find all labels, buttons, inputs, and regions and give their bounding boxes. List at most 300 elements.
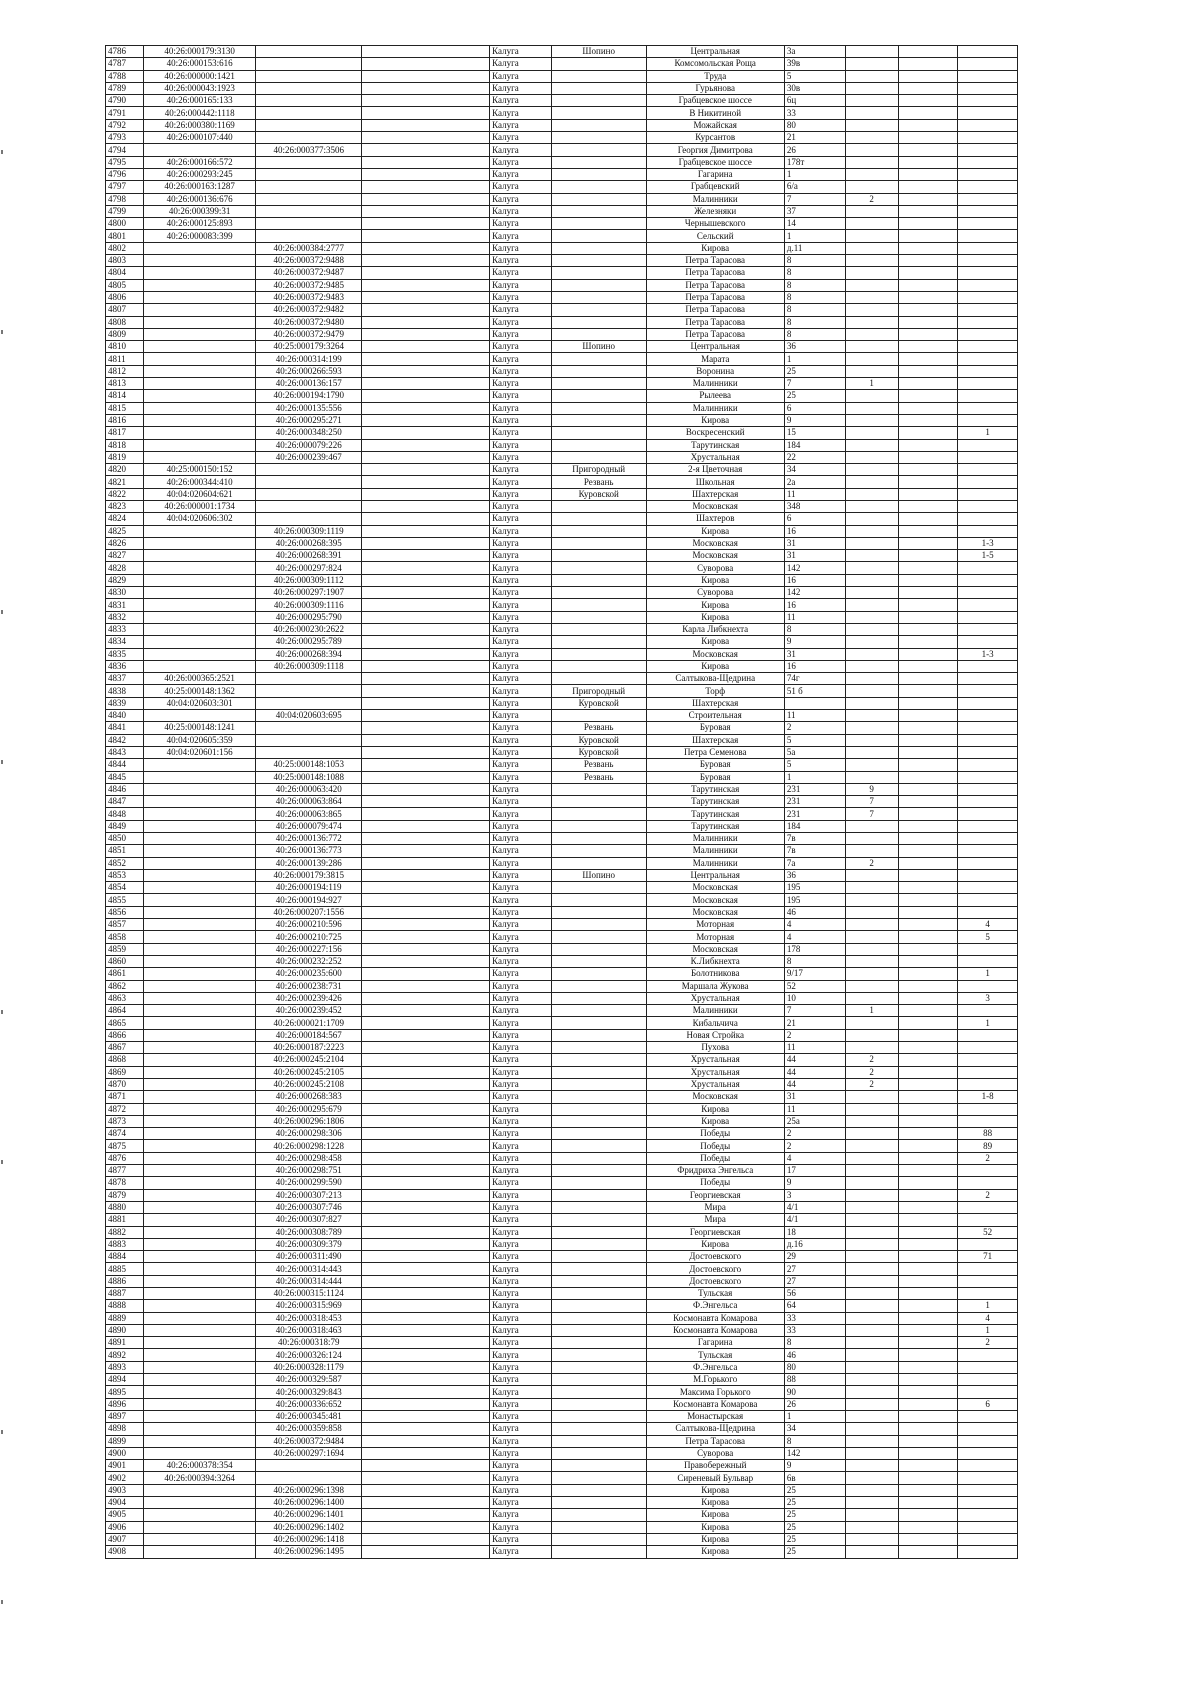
house-cell: 7 xyxy=(784,1005,845,1017)
cadastral-number-alt-cell: 40:26:000184:567 xyxy=(256,1029,362,1041)
cadastral-number-alt-cell: 40:04:020603:695 xyxy=(256,710,362,722)
house-cell: 25 xyxy=(784,1509,845,1521)
table-row xyxy=(106,1263,1018,1275)
city-cell: Калуга xyxy=(490,746,552,758)
cadastral-number-alt-cell xyxy=(256,685,362,697)
street-cell: Достоевского xyxy=(646,1251,784,1263)
cadastral-number-alt-cell: 40:26:000210:725 xyxy=(256,931,362,943)
apartment-cell xyxy=(958,623,1018,635)
street-cell: Победы xyxy=(646,1140,784,1152)
house-cell: 74г xyxy=(784,673,845,685)
street-cell: Тарутинская xyxy=(646,783,784,795)
cadastral-number-alt-cell xyxy=(256,193,362,205)
apartment-cell xyxy=(958,1287,1018,1299)
apartment-cell xyxy=(958,1423,1018,1435)
apartment-cell xyxy=(958,70,1018,82)
street-cell: Московская xyxy=(646,1091,784,1103)
street-cell: Карла Либкнехта xyxy=(646,623,784,635)
row-number: 4850 xyxy=(106,833,144,845)
empty-cell xyxy=(362,476,490,488)
cadastral-number-cell xyxy=(144,599,256,611)
empty-cell xyxy=(898,1165,958,1177)
city-cell: Калуга xyxy=(490,1497,552,1509)
empty-cell xyxy=(898,1287,958,1299)
house-cell: 5 xyxy=(784,70,845,82)
cadastral-number-cell xyxy=(144,1238,256,1250)
apartment-cell: 4 xyxy=(958,919,1018,931)
cadastral-number-alt-cell xyxy=(256,464,362,476)
locality-cell xyxy=(551,1189,646,1201)
house-cell: 80 xyxy=(784,119,845,131)
apartment-cell xyxy=(958,255,1018,267)
empty-cell xyxy=(898,230,958,242)
cadastral-number-alt-cell: 40:26:000309:1116 xyxy=(256,599,362,611)
cadastral-number-cell xyxy=(144,414,256,426)
cadastral-number-alt-cell: 40:26:000296:1418 xyxy=(256,1533,362,1545)
apartment-cell xyxy=(958,1410,1018,1422)
empty-cell xyxy=(898,845,958,857)
cadastral-number-cell xyxy=(144,1263,256,1275)
locality-cell xyxy=(551,992,646,1004)
empty-cell xyxy=(898,919,958,931)
locality-cell xyxy=(551,1091,646,1103)
house-cell: 9 xyxy=(784,414,845,426)
empty-cell xyxy=(362,1152,490,1164)
row-number: 4815 xyxy=(106,402,144,414)
empty-cell xyxy=(898,1189,958,1201)
table-row xyxy=(106,328,1018,340)
building-cell xyxy=(845,1447,898,1459)
street-cell: Петра Семенова xyxy=(646,746,784,758)
house-cell: 1 xyxy=(784,353,845,365)
cadastral-number-cell xyxy=(144,328,256,340)
table-row xyxy=(106,1091,1018,1103)
locality-cell: Куровской xyxy=(551,488,646,500)
cadastral-number-cell xyxy=(144,402,256,414)
apartment-cell xyxy=(958,414,1018,426)
empty-cell xyxy=(898,1509,958,1521)
table-row xyxy=(106,1324,1018,1336)
building-cell xyxy=(845,1189,898,1201)
cadastral-number-alt-cell xyxy=(256,82,362,94)
street-cell: Тульская xyxy=(646,1287,784,1299)
apartment-cell: 5 xyxy=(958,931,1018,943)
house-cell: 16 xyxy=(784,660,845,672)
cadastral-number-cell xyxy=(144,1423,256,1435)
empty-cell xyxy=(362,697,490,709)
locality-cell xyxy=(551,636,646,648)
city-cell: Калуга xyxy=(490,759,552,771)
empty-cell xyxy=(362,168,490,180)
apartment-cell xyxy=(958,1115,1018,1127)
street-cell: Малинники xyxy=(646,193,784,205)
apartment-cell xyxy=(958,980,1018,992)
building-cell xyxy=(845,845,898,857)
locality-cell xyxy=(551,796,646,808)
cadastral-number-alt-cell: 40:26:000139:286 xyxy=(256,857,362,869)
locality-cell: Шопино xyxy=(551,869,646,881)
house-cell: 8 xyxy=(784,1337,845,1349)
cadastral-number-cell xyxy=(144,1005,256,1017)
row-number: 4870 xyxy=(106,1078,144,1090)
empty-cell xyxy=(362,82,490,94)
table-row xyxy=(106,550,1018,562)
house-cell: 27 xyxy=(784,1275,845,1287)
empty-cell xyxy=(898,1337,958,1349)
locality-cell xyxy=(551,980,646,992)
apartment-cell: 1 xyxy=(958,1017,1018,1029)
cadastral-number-alt-cell: 40:26:000135:556 xyxy=(256,402,362,414)
house-cell: 44 xyxy=(784,1078,845,1090)
locality-cell xyxy=(551,1017,646,1029)
empty-cell xyxy=(898,783,958,795)
street-cell: Малинники xyxy=(646,857,784,869)
cadastral-number-cell xyxy=(144,1521,256,1533)
house-cell: 25а xyxy=(784,1115,845,1127)
row-number: 4889 xyxy=(106,1312,144,1324)
table-row xyxy=(106,1300,1018,1312)
cadastral-number-alt-cell: 40:26:000315:1124 xyxy=(256,1287,362,1299)
building-cell xyxy=(845,955,898,967)
row-number: 4811 xyxy=(106,353,144,365)
cadastral-number-alt-cell: 40:26:000311:490 xyxy=(256,1251,362,1263)
cadastral-number-cell xyxy=(144,906,256,918)
cadastral-number-alt-cell xyxy=(256,119,362,131)
apartment-cell xyxy=(958,1214,1018,1226)
house-cell: 34 xyxy=(784,1423,845,1435)
building-cell xyxy=(845,279,898,291)
apartment-cell xyxy=(958,882,1018,894)
empty-cell xyxy=(362,1386,490,1398)
apartment-cell: 1-5 xyxy=(958,550,1018,562)
row-number: 4830 xyxy=(106,587,144,599)
city-cell: Калуга xyxy=(490,132,552,144)
locality-cell: Шопино xyxy=(551,341,646,353)
locality-cell xyxy=(551,931,646,943)
apartment-cell xyxy=(958,562,1018,574)
table-row xyxy=(106,1029,1018,1041)
apartment-cell xyxy=(958,132,1018,144)
row-number: 4841 xyxy=(106,722,144,734)
locality-cell: Резвань xyxy=(551,759,646,771)
row-number: 4864 xyxy=(106,1005,144,1017)
empty-cell xyxy=(362,464,490,476)
empty-cell xyxy=(362,1423,490,1435)
empty-cell xyxy=(362,1029,490,1041)
table-row xyxy=(106,181,1018,193)
empty-cell xyxy=(898,439,958,451)
row-number: 4908 xyxy=(106,1546,144,1558)
house-cell: 16 xyxy=(784,525,845,537)
locality-cell xyxy=(551,1165,646,1177)
cadastral-number-alt-cell: 40:26:000298:458 xyxy=(256,1152,362,1164)
street-cell: Кирова xyxy=(646,1546,784,1558)
house-cell: 14 xyxy=(784,218,845,230)
building-cell xyxy=(845,1533,898,1545)
apartment-cell xyxy=(958,378,1018,390)
city-cell: Калуга xyxy=(490,943,552,955)
empty-cell xyxy=(898,1324,958,1336)
street-cell: Шахтеров xyxy=(646,513,784,525)
table-row xyxy=(106,1337,1018,1349)
locality-cell xyxy=(551,525,646,537)
street-cell: Георгиевская xyxy=(646,1189,784,1201)
table-row xyxy=(106,537,1018,549)
house-cell: 22 xyxy=(784,451,845,463)
table-row xyxy=(106,562,1018,574)
cadastral-number-cell xyxy=(144,1165,256,1177)
building-cell xyxy=(845,636,898,648)
building-cell xyxy=(845,759,898,771)
row-number: 4884 xyxy=(106,1251,144,1263)
empty-cell xyxy=(362,734,490,746)
apartment-cell xyxy=(958,734,1018,746)
empty-cell xyxy=(362,1165,490,1177)
locality-cell xyxy=(551,1214,646,1226)
city-cell: Калуга xyxy=(490,1300,552,1312)
empty-cell xyxy=(362,439,490,451)
empty-cell xyxy=(898,746,958,758)
house-cell: 195 xyxy=(784,882,845,894)
locality-cell xyxy=(551,304,646,316)
table-row xyxy=(106,1410,1018,1422)
street-cell: Малинники xyxy=(646,1005,784,1017)
cadastral-number-cell xyxy=(144,919,256,931)
street-cell: Победы xyxy=(646,1152,784,1164)
row-number: 4832 xyxy=(106,611,144,623)
city-cell: Калуга xyxy=(490,230,552,242)
empty-cell xyxy=(898,796,958,808)
cadastral-number-cell xyxy=(144,808,256,820)
empty-cell xyxy=(898,1115,958,1127)
empty-cell xyxy=(898,636,958,648)
building-cell xyxy=(845,1251,898,1263)
city-cell: Калуга xyxy=(490,193,552,205)
city-cell: Калуга xyxy=(490,1398,552,1410)
house-cell: 2 xyxy=(784,1029,845,1041)
table-row xyxy=(106,636,1018,648)
building-cell xyxy=(845,1201,898,1213)
empty-cell xyxy=(362,1140,490,1152)
building-cell xyxy=(845,1423,898,1435)
locality-cell xyxy=(551,1435,646,1447)
table-row xyxy=(106,1447,1018,1459)
locality-cell xyxy=(551,1386,646,1398)
empty-cell xyxy=(898,1042,958,1054)
house-cell: 44 xyxy=(784,1066,845,1078)
house-cell: 11 xyxy=(784,1103,845,1115)
empty-cell xyxy=(898,193,958,205)
empty-cell xyxy=(362,660,490,672)
city-cell: Калуга xyxy=(490,242,552,254)
house-cell: 2 xyxy=(784,1128,845,1140)
locality-cell xyxy=(551,1226,646,1238)
house-cell: 52 xyxy=(784,980,845,992)
street-cell: Космонавта Комарова xyxy=(646,1312,784,1324)
empty-cell xyxy=(898,95,958,107)
apartment-cell xyxy=(958,230,1018,242)
empty-cell xyxy=(898,156,958,168)
city-cell: Калуга xyxy=(490,1054,552,1066)
cadastral-number-cell xyxy=(144,1509,256,1521)
cadastral-number-cell xyxy=(144,304,256,316)
table-row xyxy=(106,919,1018,931)
apartment-cell xyxy=(958,1361,1018,1373)
row-number: 4803 xyxy=(106,255,144,267)
cadastral-number-alt-cell: 40:26:000295:271 xyxy=(256,414,362,426)
locality-cell: Куровской xyxy=(551,746,646,758)
apartment-cell xyxy=(958,1447,1018,1459)
empty-cell xyxy=(898,771,958,783)
cadastral-number-cell: 40:26:000163:1287 xyxy=(144,181,256,193)
locality-cell xyxy=(551,1361,646,1373)
table-row xyxy=(106,992,1018,1004)
cadastral-number-alt-cell: 40:26:000314:444 xyxy=(256,1275,362,1287)
cadastral-number-cell xyxy=(144,1115,256,1127)
table-row xyxy=(106,1140,1018,1152)
empty-cell xyxy=(898,1361,958,1373)
street-cell: Кирова xyxy=(646,1103,784,1115)
house-cell: 33 xyxy=(784,107,845,119)
cadastral-number-alt-cell: 40:26:000298:1228 xyxy=(256,1140,362,1152)
house-cell: 184 xyxy=(784,439,845,451)
cadastral-number-alt-cell xyxy=(256,205,362,217)
building-cell xyxy=(845,1460,898,1472)
city-cell: Калуга xyxy=(490,623,552,635)
building-cell xyxy=(845,1275,898,1287)
empty-cell xyxy=(898,710,958,722)
row-number: 4903 xyxy=(106,1484,144,1496)
house-cell: 348 xyxy=(784,500,845,512)
building-cell xyxy=(845,230,898,242)
locality-cell xyxy=(551,390,646,402)
table-row xyxy=(106,525,1018,537)
city-cell: Калуга xyxy=(490,107,552,119)
apartment-cell: 2 xyxy=(958,1189,1018,1201)
empty-cell xyxy=(362,316,490,328)
street-cell: Можайская xyxy=(646,119,784,131)
table-row xyxy=(106,476,1018,488)
building-cell xyxy=(845,1287,898,1299)
locality-cell xyxy=(551,919,646,931)
cadastral-number-cell: 40:26:000378:354 xyxy=(144,1460,256,1472)
street-cell: Московская xyxy=(646,648,784,660)
row-number: 4840 xyxy=(106,710,144,722)
locality-cell xyxy=(551,414,646,426)
house-cell: 3а xyxy=(784,46,845,58)
building-cell xyxy=(845,562,898,574)
empty-cell xyxy=(898,1460,958,1472)
table-row xyxy=(106,808,1018,820)
apartment-cell xyxy=(958,722,1018,734)
building-cell xyxy=(845,402,898,414)
row-number: 4826 xyxy=(106,537,144,549)
city-cell: Калуга xyxy=(490,1472,552,1484)
row-number: 4831 xyxy=(106,599,144,611)
cadastral-number-alt-cell xyxy=(256,734,362,746)
house-cell: 21 xyxy=(784,132,845,144)
street-cell: Петра Тарасова xyxy=(646,1435,784,1447)
cadastral-number-cell xyxy=(144,992,256,1004)
house-cell: 33 xyxy=(784,1312,845,1324)
locality-cell xyxy=(551,316,646,328)
apartment-cell xyxy=(958,46,1018,58)
table-row xyxy=(106,1472,1018,1484)
empty-cell xyxy=(362,562,490,574)
house-cell: 1 xyxy=(784,771,845,783)
building-cell xyxy=(845,980,898,992)
street-cell: Тульская xyxy=(646,1349,784,1361)
building-cell xyxy=(845,500,898,512)
city-cell: Калуга xyxy=(490,365,552,377)
empty-cell xyxy=(362,205,490,217)
table-row xyxy=(106,279,1018,291)
empty-cell xyxy=(362,943,490,955)
table-row xyxy=(106,599,1018,611)
table-row xyxy=(106,402,1018,414)
cadastral-number-cell xyxy=(144,1374,256,1386)
cadastral-number-alt-cell: 40:26:000315:969 xyxy=(256,1300,362,1312)
table-row xyxy=(106,427,1018,439)
building-cell: 2 xyxy=(845,1054,898,1066)
city-cell: Калуга xyxy=(490,1226,552,1238)
empty-cell xyxy=(362,648,490,660)
city-cell: Калуга xyxy=(490,1103,552,1115)
locality-cell xyxy=(551,1054,646,1066)
street-cell: Суворова xyxy=(646,1447,784,1459)
city-cell: Калуга xyxy=(490,587,552,599)
apartment-cell xyxy=(958,1349,1018,1361)
apartment-cell xyxy=(958,304,1018,316)
cadastral-number-alt-cell: 40:26:000268:394 xyxy=(256,648,362,660)
row-number: 4857 xyxy=(106,919,144,931)
table-row xyxy=(106,132,1018,144)
house-cell: 8 xyxy=(784,291,845,303)
city-cell: Калуга xyxy=(490,1275,552,1287)
cadastral-number-alt-cell: 40:26:000309:1112 xyxy=(256,574,362,586)
cadastral-number-alt-cell: 40:26:000314:199 xyxy=(256,353,362,365)
empty-cell xyxy=(362,574,490,586)
city-cell: Калуга xyxy=(490,255,552,267)
city-cell: Калуга xyxy=(490,980,552,992)
apartment-cell xyxy=(958,365,1018,377)
row-number: 4859 xyxy=(106,943,144,955)
locality-cell xyxy=(551,1201,646,1213)
empty-cell xyxy=(898,476,958,488)
table-row xyxy=(106,82,1018,94)
locality-cell xyxy=(551,193,646,205)
cadastral-number-alt-cell: 40:26:000372:9484 xyxy=(256,1435,362,1447)
table-row xyxy=(106,1386,1018,1398)
table-row xyxy=(106,906,1018,918)
apartment-cell xyxy=(958,943,1018,955)
table-row xyxy=(106,771,1018,783)
building-cell xyxy=(845,1361,898,1373)
building-cell xyxy=(845,1521,898,1533)
house-cell: д.16 xyxy=(784,1238,845,1250)
cadastral-number-cell xyxy=(144,869,256,881)
empty-cell xyxy=(898,1201,958,1213)
locality-cell xyxy=(551,402,646,414)
table-row xyxy=(106,1165,1018,1177)
table-row xyxy=(106,1054,1018,1066)
city-cell: Калуга xyxy=(490,218,552,230)
table-row xyxy=(106,894,1018,906)
house-cell: 1 xyxy=(784,168,845,180)
locality-cell xyxy=(551,783,646,795)
locality-cell: Пригородный xyxy=(551,685,646,697)
house-cell: 7 xyxy=(784,378,845,390)
